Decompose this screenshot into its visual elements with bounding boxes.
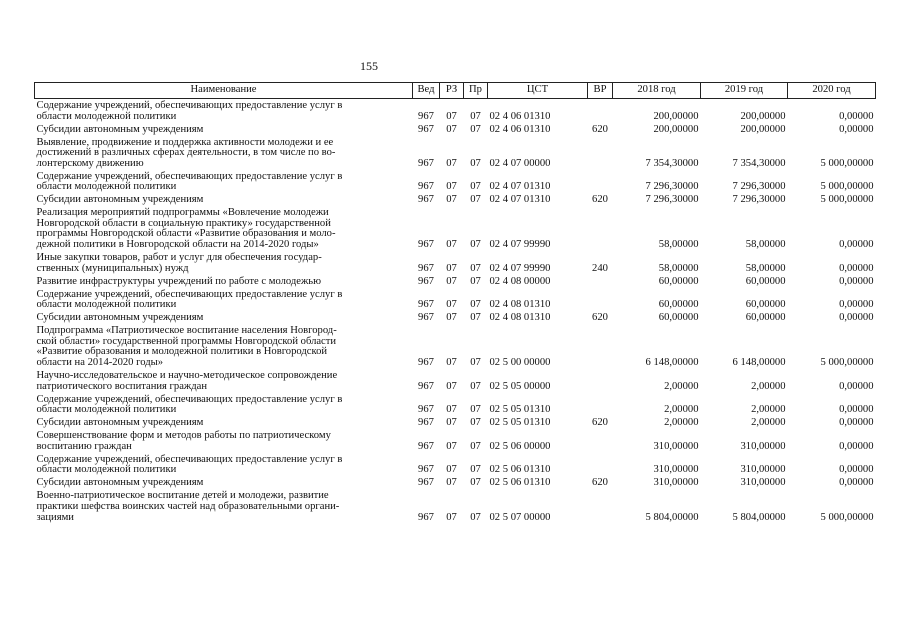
cell-pr: 07 xyxy=(470,477,481,489)
page-number: 155 xyxy=(360,59,378,73)
cell-2020: 5 000,00000 xyxy=(820,511,874,523)
cell-name-line: Реализация мероприятий подпрограммы «Вовлечение молодежи xyxy=(36,207,329,219)
cell-ved: 967 xyxy=(418,157,434,169)
cell-2020: 0,00000 xyxy=(839,312,874,324)
cell-2018: 310,00000 xyxy=(653,440,699,452)
cell-name-line: области молодежной политики xyxy=(36,181,177,193)
cell-name-line: Выявление, продвижение и поддержка активности молодежи и ее xyxy=(36,136,334,148)
column-header-ved: Вед xyxy=(413,83,440,99)
cell-cst: 02 5 05 01310 xyxy=(489,417,551,429)
cell-vr xyxy=(588,324,613,369)
column-header-pr: Пр xyxy=(464,83,488,99)
cell-cst: 02 5 05 00000 xyxy=(489,380,551,392)
cell-pr: 07 xyxy=(470,157,481,169)
cell-name-line: Иные закупки товаров, работ и услуг для обеспечения государ- xyxy=(36,252,322,264)
cell-name xyxy=(35,489,413,523)
cell-name-line: ской области» государственной программы Новгородской области xyxy=(36,335,337,347)
cell-2018: 60,00000 xyxy=(658,299,699,311)
table-row xyxy=(35,193,876,206)
cell-2019: 60,00000 xyxy=(745,312,786,324)
cell-ved: 967 xyxy=(418,239,434,251)
cell-name xyxy=(35,122,413,135)
table-row xyxy=(35,251,876,275)
cell-2019: 200,00000 xyxy=(740,110,786,122)
cell-cst: 02 4 06 01310 xyxy=(489,110,551,122)
cell-ved: 967 xyxy=(418,511,434,523)
cell-name xyxy=(35,135,413,169)
cell-vr xyxy=(588,99,613,123)
cell-vr: 620 xyxy=(592,312,608,324)
cell-2019: 7 296,30000 xyxy=(732,181,786,193)
cell-rz: 07 xyxy=(446,181,457,193)
cell-vr xyxy=(588,287,613,311)
table-body xyxy=(35,99,876,524)
cell-vr xyxy=(588,452,613,476)
cell-pr: 07 xyxy=(470,380,481,392)
cell-name-line: программы Новгородской области «Развитие образования и моло- xyxy=(36,228,336,240)
cell-rz: 07 xyxy=(446,157,457,169)
table-row xyxy=(35,274,876,287)
cell-pr: 07 xyxy=(470,511,481,523)
cell-2020: 0,00000 xyxy=(839,110,874,122)
cell-2018: 6 148,00000 xyxy=(645,357,699,369)
cell-cst: 02 4 08 01310 xyxy=(489,312,551,324)
cell-cst: 02 5 06 01310 xyxy=(489,477,551,489)
cell-2019: 310,00000 xyxy=(740,477,786,489)
cell-cst: 02 4 07 01310 xyxy=(489,194,551,206)
cell-cst: 02 5 05 01310 xyxy=(489,404,551,416)
cell-2020: 0,00000 xyxy=(839,275,874,287)
cell-rz: 07 xyxy=(446,262,457,274)
cell-name-line: Содержание учреждений, обеспечивающих предоставление услуг в xyxy=(36,453,343,465)
cell-pr: 07 xyxy=(470,275,481,287)
cell-2018: 200,00000 xyxy=(653,110,699,122)
cell-vr: 620 xyxy=(592,123,608,135)
cell-vr: 620 xyxy=(592,477,608,489)
cell-ved: 967 xyxy=(418,312,434,324)
cell-ved: 967 xyxy=(418,404,434,416)
cell-rz: 07 xyxy=(446,110,457,122)
cell-vr xyxy=(588,489,613,523)
cell-2020: 0,00000 xyxy=(839,262,874,274)
cell-vr xyxy=(588,135,613,169)
cell-ved: 967 xyxy=(418,380,434,392)
cell-name xyxy=(35,274,413,287)
cell-name-line: Содержание учреждений, обеспечивающих предоставление услуг в xyxy=(36,288,343,300)
cell-rz: 07 xyxy=(446,194,457,206)
cell-2020: 5 000,00000 xyxy=(820,181,874,193)
cell-ved: 967 xyxy=(418,477,434,489)
cell-pr: 07 xyxy=(470,239,481,251)
cell-rz: 07 xyxy=(446,440,457,452)
cell-ved: 967 xyxy=(418,262,434,274)
cell-name xyxy=(35,429,413,453)
cell-pr: 07 xyxy=(470,123,481,135)
cell-2019: 7 296,30000 xyxy=(732,194,786,206)
cell-name xyxy=(35,392,413,416)
cell-ved: 967 xyxy=(418,194,434,206)
cell-name xyxy=(35,369,413,393)
cell-rz: 07 xyxy=(446,299,457,311)
cell-2020: 0,00000 xyxy=(839,123,874,135)
cell-ved: 967 xyxy=(418,110,434,122)
cell-cst: 02 4 07 99990 xyxy=(489,262,551,274)
table-row xyxy=(35,287,876,311)
cell-ved: 967 xyxy=(418,123,434,135)
cell-pr: 07 xyxy=(470,262,481,274)
cell-2018: 310,00000 xyxy=(653,477,699,489)
cell-2018: 60,00000 xyxy=(658,275,699,287)
cell-2020: 5 000,00000 xyxy=(820,157,874,169)
cell-name-line: области молодежной политики xyxy=(36,110,177,122)
cell-ved: 967 xyxy=(418,417,434,429)
column-header-2019: 2019 год xyxy=(701,83,788,99)
cell-2020: 0,00000 xyxy=(839,299,874,311)
column-header-2018: 2018 год xyxy=(613,83,701,99)
cell-2019: 58,00000 xyxy=(745,262,786,274)
cell-pr: 07 xyxy=(470,194,481,206)
table-row xyxy=(35,489,876,523)
table-row xyxy=(35,429,876,453)
cell-name xyxy=(35,193,413,206)
cell-2018: 2,00000 xyxy=(664,404,699,416)
cell-2018: 7 354,30000 xyxy=(645,157,699,169)
table-row xyxy=(35,476,876,489)
cell-vr: 620 xyxy=(592,194,608,206)
table-row xyxy=(35,392,876,416)
cell-name-line: патриотического воспитания граждан xyxy=(36,380,207,392)
cell-name-line: лонтерскому движению xyxy=(36,157,144,169)
cell-vr xyxy=(588,429,613,453)
cell-2019: 60,00000 xyxy=(745,275,786,287)
table-row xyxy=(35,311,876,324)
cell-pr: 07 xyxy=(470,181,481,193)
cell-2019: 7 354,30000 xyxy=(732,157,786,169)
cell-rz: 07 xyxy=(446,417,457,429)
table-row xyxy=(35,324,876,369)
cell-name xyxy=(35,251,413,275)
cell-name-line: области на 2014-2020 годы» xyxy=(36,357,164,369)
cell-rz: 07 xyxy=(446,380,457,392)
cell-name-line: Субсидии автономным учреждениям xyxy=(36,194,204,206)
cell-ved: 967 xyxy=(418,299,434,311)
cell-name xyxy=(35,206,413,251)
cell-2019: 310,00000 xyxy=(740,440,786,452)
cell-pr: 07 xyxy=(470,312,481,324)
cell-2020: 0,00000 xyxy=(839,477,874,489)
cell-name-line: ственных (муниципальных) нужд xyxy=(36,262,189,274)
budget-table xyxy=(34,82,876,523)
cell-vr: 240 xyxy=(592,262,608,274)
column-header-2020: 2020 год xyxy=(788,83,876,99)
cell-name-line: области молодежной политики xyxy=(36,299,177,311)
cell-2020: 0,00000 xyxy=(839,380,874,392)
cell-vr xyxy=(588,206,613,251)
cell-pr: 07 xyxy=(470,417,481,429)
table-row xyxy=(35,122,876,135)
cell-cst: 02 4 07 00000 xyxy=(489,157,551,169)
cell-ved: 967 xyxy=(418,357,434,369)
cell-2020: 0,00000 xyxy=(839,417,874,429)
cell-2018: 58,00000 xyxy=(658,239,699,251)
cell-vr xyxy=(588,369,613,393)
column-header-cst: ЦСТ xyxy=(488,83,588,99)
cell-pr: 07 xyxy=(470,440,481,452)
cell-name-line: дежной политики в Новгородской области на 2014-2020 годы» xyxy=(36,239,319,251)
cell-rz: 07 xyxy=(446,404,457,416)
cell-ved: 967 xyxy=(418,464,434,476)
cell-2019: 60,00000 xyxy=(745,299,786,311)
cell-name xyxy=(35,169,413,193)
cell-2019: 2,00000 xyxy=(751,417,786,429)
cell-rz: 07 xyxy=(446,239,457,251)
cell-name-line: Содержание учреждений, обеспечивающих предоставление услуг в xyxy=(36,170,343,182)
cell-cst: 02 5 06 00000 xyxy=(489,440,551,452)
cell-rz: 07 xyxy=(446,123,457,135)
cell-name xyxy=(35,452,413,476)
cell-name-line: Научно-исследовательское и научно-методическое сопровождение xyxy=(36,370,338,382)
cell-rz: 07 xyxy=(446,477,457,489)
cell-name-line: «Развитие образования и молодежной политики в Новгородской xyxy=(36,346,328,358)
cell-2018: 7 296,30000 xyxy=(645,194,699,206)
cell-name-line: практики шефства воинских частей над образовательными органи- xyxy=(36,501,340,513)
cell-name-line: воспитанию граждан xyxy=(36,440,132,452)
cell-2018: 5 804,00000 xyxy=(645,511,699,523)
cell-2018: 60,00000 xyxy=(658,312,699,324)
cell-2019: 5 804,00000 xyxy=(732,511,786,523)
cell-name xyxy=(35,311,413,324)
cell-2018: 7 296,30000 xyxy=(645,181,699,193)
cell-name-line: Совершенствование форм и методов работы по патриотическому xyxy=(36,430,331,442)
cell-name xyxy=(35,416,413,429)
cell-2019: 2,00000 xyxy=(751,404,786,416)
cell-cst: 02 5 00 00000 xyxy=(489,357,551,369)
cell-cst: 02 4 08 01310 xyxy=(489,299,551,311)
cell-rz: 07 xyxy=(446,511,457,523)
cell-2018: 310,00000 xyxy=(653,464,699,476)
cell-name-line: Новгородской области в социальную практику» государственной xyxy=(36,217,331,229)
cell-name xyxy=(35,476,413,489)
cell-vr xyxy=(588,274,613,287)
cell-2020: 0,00000 xyxy=(839,440,874,452)
cell-name-line: Содержание учреждений, обеспечивающих предоставление услуг в xyxy=(36,99,343,111)
cell-pr: 07 xyxy=(470,464,481,476)
cell-name-line: области молодежной политики xyxy=(36,464,177,476)
table-row xyxy=(35,369,876,393)
cell-pr: 07 xyxy=(470,110,481,122)
cell-vr: 620 xyxy=(592,417,608,429)
cell-2019: 310,00000 xyxy=(740,464,786,476)
cell-2018: 200,00000 xyxy=(653,123,699,135)
cell-name-line: Развитие инфраструктуры учреждений по работе с молодежью xyxy=(36,275,322,287)
cell-name-line: Содержание учреждений, обеспечивающих предоставление услуг в xyxy=(36,393,343,405)
cell-2019: 2,00000 xyxy=(751,380,786,392)
cell-2018: 58,00000 xyxy=(658,262,699,274)
cell-name-line: области молодежной политики xyxy=(36,404,177,416)
cell-name xyxy=(35,99,413,123)
cell-name-line: Субсидии автономным учреждениям xyxy=(36,417,204,429)
cell-2020: 0,00000 xyxy=(839,464,874,476)
cell-2018: 2,00000 xyxy=(664,417,699,429)
cell-name-line: зациями xyxy=(36,511,74,523)
cell-name xyxy=(35,324,413,369)
cell-pr: 07 xyxy=(470,357,481,369)
cell-cst: 02 4 07 01310 xyxy=(489,181,551,193)
cell-cst: 02 5 07 00000 xyxy=(489,511,551,523)
table-row xyxy=(35,99,876,123)
table-row xyxy=(35,135,876,169)
cell-name-line: Подпрограмма «Патриотическое воспитание населения Новгород- xyxy=(36,325,337,337)
table-row xyxy=(35,169,876,193)
cell-2020: 0,00000 xyxy=(839,239,874,251)
cell-name-line: Субсидии автономным учреждениям xyxy=(36,123,204,135)
column-header-name: Наименование xyxy=(35,83,413,99)
cell-rz: 07 xyxy=(446,464,457,476)
cell-ved: 967 xyxy=(418,181,434,193)
cell-2019: 200,00000 xyxy=(740,123,786,135)
cell-2020: 5 000,00000 xyxy=(820,194,874,206)
column-header-rz: РЗ xyxy=(440,83,464,99)
cell-rz: 07 xyxy=(446,312,457,324)
table-row xyxy=(35,206,876,251)
cell-name-line: достижений в различных сферах деятельности, в том числе по во- xyxy=(36,147,336,159)
column-header-vr: ВР xyxy=(588,83,613,99)
cell-pr: 07 xyxy=(470,299,481,311)
table-header-row xyxy=(35,83,876,99)
cell-rz: 07 xyxy=(446,275,457,287)
cell-name xyxy=(35,287,413,311)
cell-cst: 02 5 06 01310 xyxy=(489,464,551,476)
cell-2018: 2,00000 xyxy=(664,380,699,392)
cell-cst: 02 4 07 99990 xyxy=(489,239,551,251)
cell-name-line: Военно-патриотическое воспитание детей и молодежи, развитие xyxy=(36,490,329,502)
cell-name-line: Субсидии автономным учреждениям xyxy=(36,477,204,489)
cell-2019: 6 148,00000 xyxy=(732,357,786,369)
cell-vr xyxy=(588,392,613,416)
cell-ved: 967 xyxy=(418,440,434,452)
cell-rz: 07 xyxy=(446,357,457,369)
cell-2019: 58,00000 xyxy=(745,239,786,251)
cell-2020: 0,00000 xyxy=(839,404,874,416)
cell-vr xyxy=(588,169,613,193)
cell-ved: 967 xyxy=(418,275,434,287)
cell-cst: 02 4 08 00000 xyxy=(489,275,551,287)
table-row xyxy=(35,416,876,429)
cell-2020: 5 000,00000 xyxy=(820,357,874,369)
cell-name-line: Субсидии автономным учреждениям xyxy=(36,312,204,324)
table-row xyxy=(35,452,876,476)
cell-cst: 02 4 06 01310 xyxy=(489,123,551,135)
cell-pr: 07 xyxy=(470,404,481,416)
